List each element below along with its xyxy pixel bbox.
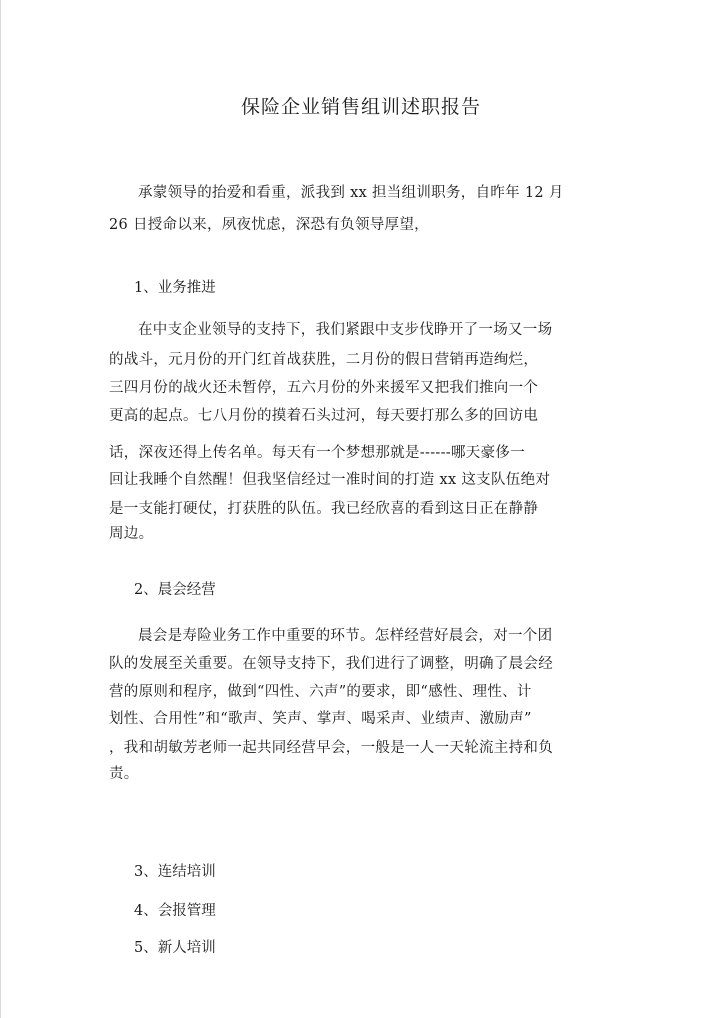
paragraph-line: 营的原则和程序，做到“四性、六声”的要求，即“感性、理性、计	[109, 684, 532, 700]
paragraph-line: 周边。	[109, 526, 154, 542]
section-heading: 1、业务推进	[134, 280, 216, 296]
intro-line: 承蒙领导的抬爱和看重，派我到 xx 担当组训职务，自昨年 12 月	[138, 185, 564, 201]
paragraph-line: 是一支能打硬仗，打获胜的队伍。我已经欣喜的看到这日正在静静	[109, 501, 539, 517]
paragraph-line: ，我和胡敏芳老师一起共同经营早会，一般是一人一天轮流主持和负	[109, 740, 553, 756]
paragraph-line: 话，深夜还得上传名单。每天有一个梦想那就是------哪天豪侈一	[109, 445, 525, 461]
paragraph-line: 晨会是寿险业务工作中重要的环节。怎样经营好晨会，对一个团	[138, 628, 553, 644]
document-title: 保险企业销售组训述职报告	[240, 96, 481, 118]
section-heading: 4、会报管理	[134, 903, 216, 919]
section-heading: 5、新人培训	[134, 940, 216, 956]
paragraph-line: 的战斗，元月份的开门红首战获胜，二月份的假日营销再造绚烂，	[109, 352, 539, 368]
paragraph-line: 队的发展至关重要。在领导支持下，我们进行了调整，明确了晨会经	[109, 656, 553, 672]
intro-line: 26 日授命以来，夙夜忧虑，深恐有负领导厚望，	[109, 217, 429, 233]
paragraph-line: 回让我睡个自然醒！但我坚信经过一准时间的打造 xx 这支队伍绝对	[109, 472, 551, 488]
paragraph-line: 三四月份的战火还未暂停，五六月份的外来援军又把我们推向一个	[109, 380, 539, 396]
paragraph-line: 在中支企业领导的支持下，我们紧跟中支步伐睁开了一场又一场	[138, 322, 553, 338]
section-heading: 3、连结培训	[134, 864, 216, 880]
section-heading: 2、晨会经营	[134, 582, 216, 598]
paragraph-line: 划性、合用性”和“歌声、笑声、掌声、喝采声、业绩声、激励声”	[109, 711, 532, 727]
paragraph-line: 责。	[109, 766, 139, 782]
paragraph-line: 更高的起点。七八月份的摸着石头过河，每天要打那么多的回访电	[109, 408, 539, 424]
